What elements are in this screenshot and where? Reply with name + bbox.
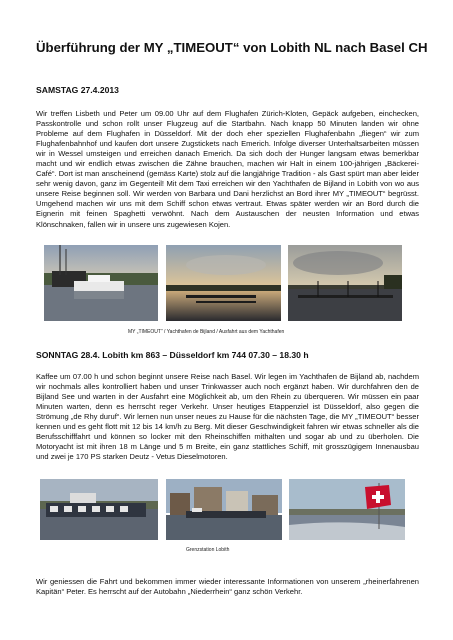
photo-yachthafen-dusk <box>166 245 281 321</box>
page-title: Überführung der MY „TIMEOUT“ von Lobith NL nach Basel CH <box>36 40 428 55</box>
photo-swiss-flag-stern <box>289 479 405 540</box>
photo-rhine-ship <box>40 479 158 540</box>
photo-harbour-exit <box>288 245 402 321</box>
photo-caption-row2: Grenzstation Lobith <box>186 547 230 553</box>
paragraph-sunday: Kaffee um 07.00 h und schon beginnt unsere Reise nach Basel. Wir legen im Yachthafen de Bijland ab, nachdem wir nochmals alles kontrolliert haben und unser Trinkwasser auch noch ergänzt haben. Wir durchfahren den de Bijland See und warten in der Ausfahrt eine Möglichkeit ab, um den Rhein zu überqueren. Wir müssen ein paar Minuten warten, denn es herrscht reger Verkehr. Unser heutiges Etappenziel ist Düsseldorf, also gegen die Strömung „de Rhy duruf“. Wir lernen nun unser neues zu Hause für die nächsten Tage, die MY „TIMEOUT“ besser kennen und es geht flott mit 12 bis 14 km/h zu Berg. Mit dieser Geschwindigkeit fahren wir etwas schneller als die Berufsschifffahrt und können so locker mit den Rheinschiffen mithalten und sogar ab und zu überholen. Die Motoryacht ist mit ihren 18 m Länge und 5 m Breite, ein ganz stattliches Schiff, mit grosszügigem Innenausbau und zwei je 170 PS starken Deutz - Vetus Dieselmotoren. <box>36 372 419 462</box>
photo-grenzstation-lobith <box>166 479 282 540</box>
photo-caption-row1: MY „TIMEOUT“ / Yachthafen de Bijland / Ausfahrt aus dem Yachthafen <box>128 329 285 335</box>
paragraph-saturday: Wir treffen Lisbeth und Peter um 09.00 Uhr auf dem Flughafen Zürich-Kloten, Gepäck aufgeben, einchecken, Passkontrolle und schon rollt unser Flugzeug auf die Startbahn. Nach knapp 50 Minuten landen wir ohne Probleme auf dem Flughafen in Düsseldorf. Mit der doch eher speziellen Flughafenbahn „fliegen“ wir zum Flughafenbahnhof und kaufen dort unsere Zugstickets nach Emerich. Infolge diverser Unterhaltsarbeiten müssen wir in Wessel umsteigen und erreichen danach Emerich. Da sich doch der Hunger langsam etwas bemerkbar macht und wir endlich etwas zwischen die Zähne brauchen, machen wir Halt in einem 100-jährigen „Bäckerei-Café“. Dort ist man anscheinend (gemäss Karte) stolz auf die langjährige Tradition - als Gast spürt man aber leider sehr wenig davon, ganz im Gegenteil! Mit dem Taxi erreichen wir den Yachthafen de Bijland in Lobith von wo aus unsere Reise beginnen soll. Wir werden von Barbara und Dani herzlichst an Bord ihrer MY „TIMEOUT“ begrüsst. Umgehend machen wir uns mit dem Schiff schon etwas vertraut. Etwas später werden wir an Bord durch die Eignerin mit feinen Spaghetti verwöhnt. Nach dem Austauschen der neusten Information und etwas Klönschnaken, fallen wir in unsere uns zugewiesen Kojen. <box>36 109 419 229</box>
photo-boat-in-harbour <box>44 245 158 321</box>
swiss-flag-icon <box>365 485 391 509</box>
paragraph-sunday-continued: Wir geniessen die Fahrt und bekommen immer wieder interessante Informationen von unserem „rheinerfahrenen Kapitän“ Peter. Es herrscht auf der Autobahn „Niederrhein“ ganz schön Verkehr. <box>36 577 419 597</box>
section-date-saturday: SAMSTAG 27.4.2013 <box>36 85 119 95</box>
section-date-sunday: SONNTAG 28.4. Lobith km 863 – Düsseldorf km 744 07.30 – 18.30 h <box>36 350 309 360</box>
